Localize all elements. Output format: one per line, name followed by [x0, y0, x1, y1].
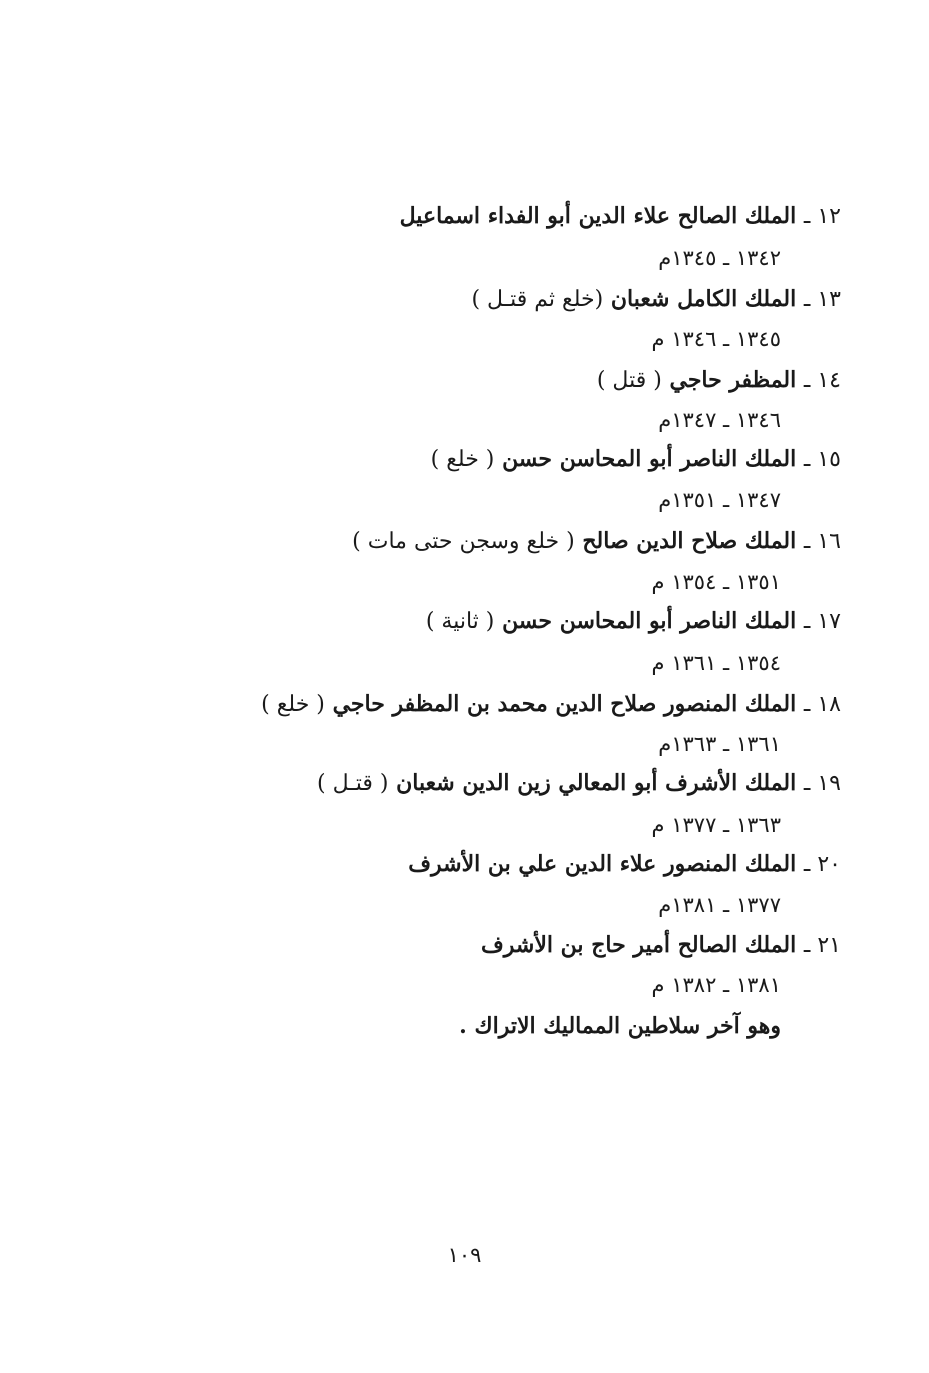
- sultan-name: الملك الصالح أمير حاج بن الأشرف: [480, 932, 797, 958]
- entry-14-years: ١٣٤٦ ـ ١٣٤٧م: [658, 408, 781, 432]
- entry-19-years: ١٣٦٣ ـ ١٣٧٧ م: [651, 813, 781, 837]
- fate-note: ( ثانية ): [425, 609, 495, 634]
- closing-line: وهو آخر سلاطين المماليك الاتراك .: [459, 1013, 781, 1039]
- fate-note: ( قتل ): [596, 368, 662, 393]
- entry-12-title: [400, 201, 841, 231]
- entry-17-title: [426, 606, 841, 636]
- sultan-name: الملك الناصر أبو المحاسن حسن: [502, 608, 797, 634]
- entry-number: ١٢ ـ: [803, 204, 841, 229]
- entry-number: ١٧ ـ: [803, 609, 841, 634]
- entry-number: ٢٠ ـ: [803, 852, 841, 877]
- sultan-name: الملك المنصور صلاح الدين محمد بن المظفر حاجي: [332, 691, 797, 717]
- entry-18-title: [261, 689, 841, 719]
- sultan-name: الملك الكامل شعبان: [610, 286, 797, 312]
- entry-number: ٢١ ـ: [803, 933, 841, 958]
- entry-16-years: ١٣٥١ ـ ١٣٥٤ م: [651, 570, 781, 594]
- entry-13-title: [471, 284, 841, 314]
- entry-12-years: ١٣٤٢ ـ ١٣٤٥م: [658, 246, 781, 270]
- entry-16-title: [352, 526, 841, 556]
- entry-21-years: ١٣٨١ ـ ١٣٨٢ م: [651, 973, 781, 997]
- sultan-name: الملك الصالح علاء الدين أبو الفداء اسماعيل: [399, 203, 797, 229]
- entry-number: ١٥ ـ: [803, 447, 841, 472]
- sultan-name: الملك الناصر أبو المحاسن حسن: [502, 446, 797, 472]
- entry-number: ١٣ ـ: [803, 287, 841, 312]
- entry-15-title: [431, 444, 841, 474]
- entry-number: ١٨ ـ: [803, 692, 841, 717]
- fate-note: (خلع ثم قتـل ): [471, 287, 604, 312]
- entry-19-title: [317, 768, 841, 798]
- sultan-name: الملك الأشرف أبو المعالي زين الدين شعبان: [396, 770, 797, 796]
- entry-20-years: ١٣٧٧ ـ ١٣٨١م: [658, 893, 781, 917]
- sultan-name: المظفر حاجي: [669, 367, 797, 393]
- entry-20-title: [408, 849, 841, 879]
- fate-note: ( خلع ): [430, 447, 495, 472]
- entry-number: ١٩ ـ: [803, 771, 841, 796]
- fate-note: ( خلع ): [261, 692, 325, 717]
- entry-21-title: [481, 930, 841, 960]
- entry-17-years: ١٣٥٤ ـ ١٣٦١ م: [651, 651, 781, 675]
- entry-number: ١٤ ـ: [803, 368, 841, 393]
- page-number: ١٠٩: [447, 1243, 482, 1267]
- entry-18-years: ١٣٦١ ـ ١٣٦٣م: [658, 732, 781, 756]
- sultan-name: الملك المنصور علاء الدين علي بن الأشرف: [408, 851, 797, 877]
- entry-14-title: [597, 365, 841, 395]
- fate-note: ( قتـل ): [317, 771, 389, 796]
- entry-number: ١٦ ـ: [803, 529, 841, 554]
- fate-note: ( خلع وسجن حتى مات ): [352, 529, 575, 554]
- sultan-name: الملك صلاح الدين صالح: [582, 528, 797, 554]
- entry-13-years: ١٣٤٥ ـ ١٣٤٦ م: [651, 327, 781, 351]
- entry-15-years: ١٣٤٧ ـ ١٣٥١م: [658, 488, 781, 512]
